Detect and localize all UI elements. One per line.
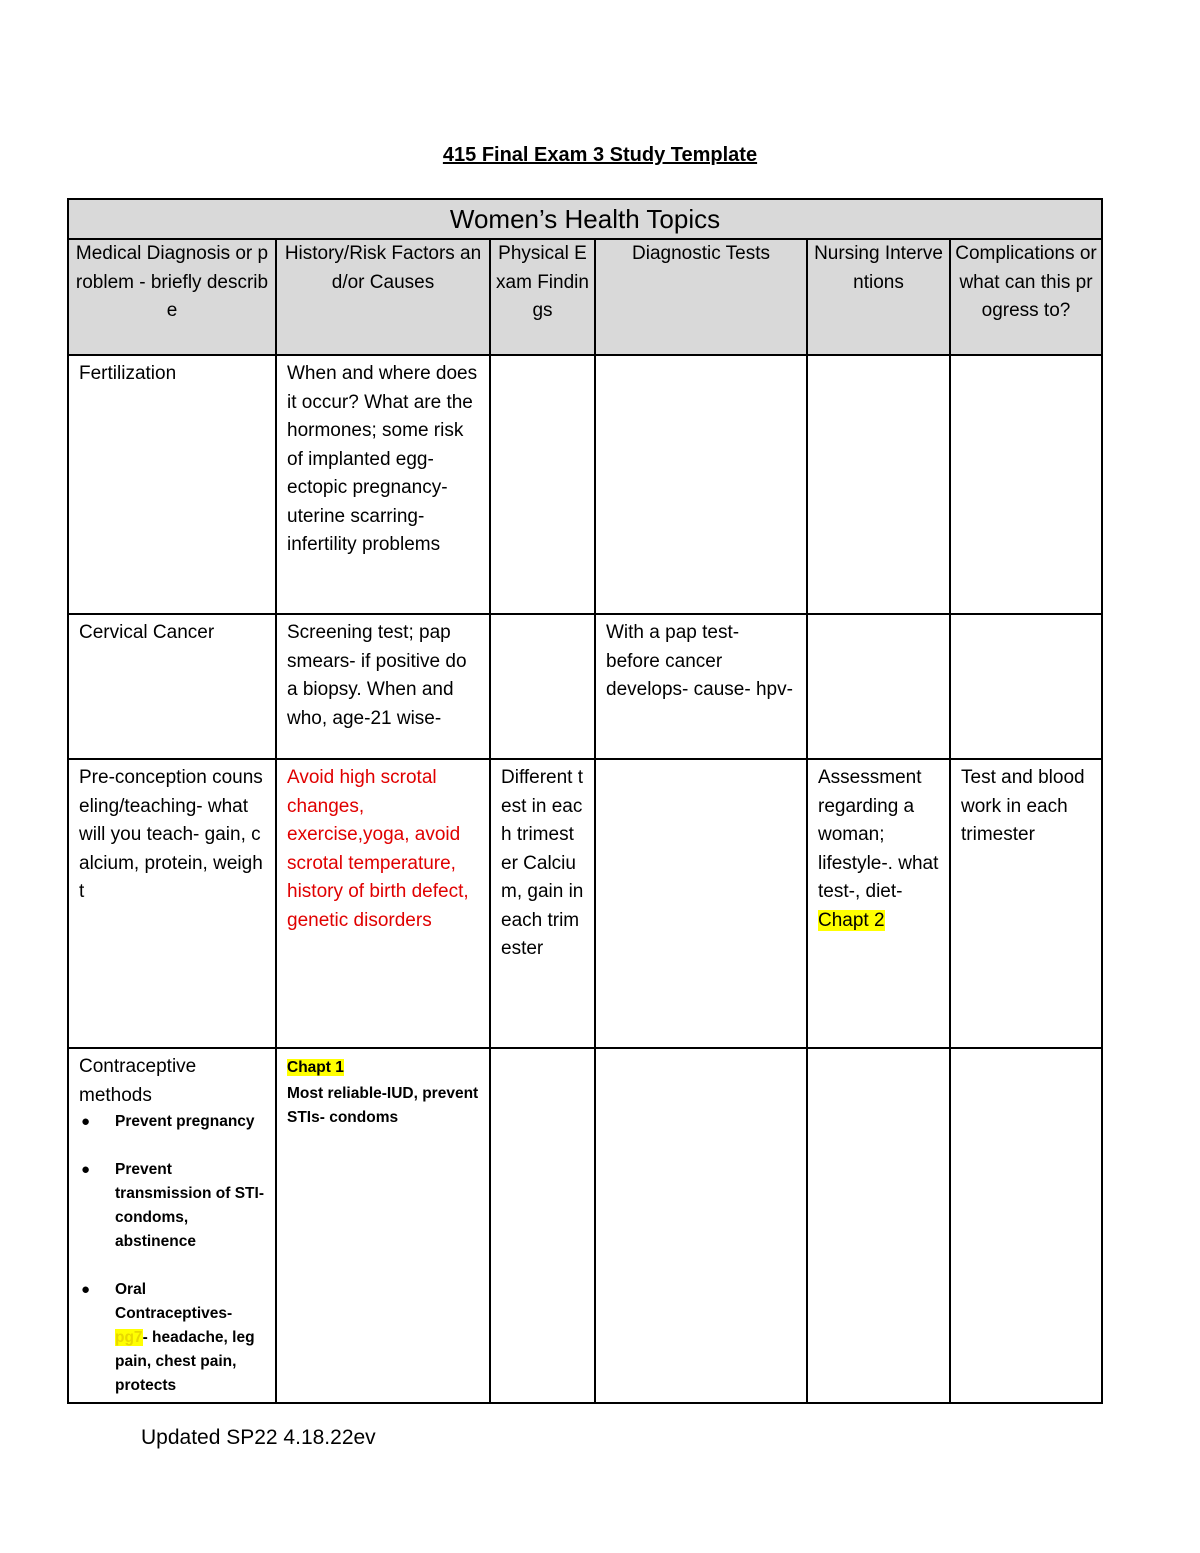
cell-diagnosis: Cervical Cancer [68,614,276,759]
diagnosis-text: Contraceptive methods [79,1056,197,1106]
bullet-list [79,1110,265,1398]
page-highlight: pg7 [115,1329,143,1346]
cell-interventions [807,759,950,1048]
cell-history [276,1048,490,1403]
history-text: Most reliable-IUD, prevent STIs- condoms [287,1084,479,1126]
cell-tests [595,1048,807,1403]
cell-complications: Test and blood work in each trimester [950,759,1102,1048]
cell-interventions [807,1048,950,1403]
bullet-icon: ● [81,1161,91,1178]
footer-note: Updated SP22 4.18.22ev [141,1426,376,1449]
cell-history: When and where does it occur? What are the hormones; some risk of implanted egg- ectopic pregnancy-uterine scarring-infertility problems [276,355,490,614]
cell-complications [950,1048,1102,1403]
cell-diagnosis: Fertilization [68,355,276,614]
cell-history: Screening test; pap smears- if positive do a biopsy. When and who, age-21 wise- [276,614,490,759]
bullet-icon: ● [81,1281,91,1298]
header-diagnosis: Medical Diagnosis or problem - briefly describe [68,239,276,355]
cell-complications [950,614,1102,759]
table-banner: Women’s Health Topics [68,199,1102,239]
cell-exam [490,614,595,759]
bullet-icon: ● [81,1113,91,1130]
cell-history: Avoid high scrotal changes, exercise,yoga, avoid scrotal temperature, history of birth defect, genetic disorders [276,759,490,1048]
header-interventions: Nursing Interventions [807,239,950,355]
cell-diagnosis: Pre-conception counseling/teaching- what will you teach- gain, calcium, protein, weight [68,759,276,1048]
cell-exam [490,1048,595,1403]
cell-interventions [807,355,950,614]
table-row-preconception [68,759,1102,1048]
cell-tests: With a pap test- before cancer develops- cause- hpv- [595,614,807,759]
header-tests: Diagnostic Tests [595,239,807,355]
header-exam: Physical Exam Findings [490,239,595,355]
list-item: ● Prevent transmission of STI-condoms, abstinence [79,1158,265,1254]
list-item: ● Prevent pregnancy [79,1110,265,1134]
table-row-fertilization [68,355,1102,614]
list-item: ● Oral Contraceptives- pg7- headache, leg pain, chest pain, protects [79,1278,265,1398]
document-title: 415 Final Exam 3 Study Template [442,144,758,166]
header-complications: Complications or what can this progress to? [950,239,1102,355]
cell-exam: Different test in each trimester Calcium, gain in each trimester [490,759,595,1048]
womens-health-table [67,198,1103,1404]
cell-tests [595,759,807,1048]
cell-complications [950,355,1102,614]
cell-interventions [807,614,950,759]
cell-exam [490,355,595,614]
header-history: History/Risk Factors and/or Causes [276,239,490,355]
chapter-highlight: Chapt 1 [287,1059,344,1076]
table-row-cervical-cancer [68,614,1102,759]
cell-diagnosis [68,1048,276,1403]
cell-tests [595,355,807,614]
interventions-text: Assessment regarding a woman; lifestyle-. what test-, diet- [818,767,939,902]
table-row-contraceptive [68,1048,1102,1403]
chapter-highlight: Chapt 2 [818,909,885,931]
